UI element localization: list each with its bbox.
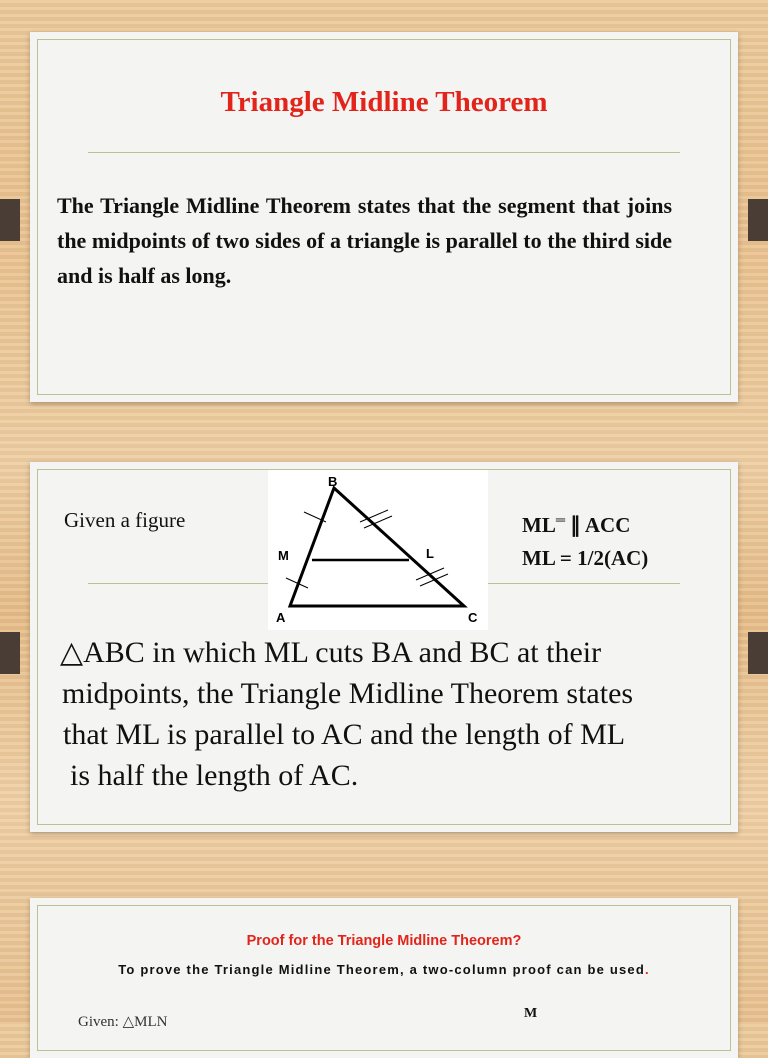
point-l-label: L <box>426 546 434 561</box>
slide-proof <box>30 898 738 1058</box>
description-line-4: is half the length of AC. <box>70 759 359 792</box>
vertex-a-label: A <box>276 610 286 625</box>
figure-description <box>60 632 720 796</box>
relation-right: ∥ ACC <box>570 513 631 537</box>
slide-title: Triangle Midline Theorem <box>220 86 548 118</box>
proof-given: Given: △MLN <box>78 1014 168 1030</box>
point-m-label: M <box>278 548 289 563</box>
proof-subtitle-period: . <box>644 962 650 977</box>
left-tab-1 <box>0 199 20 241</box>
description-line-1: △ABC in which ML cuts BA and BC at their <box>60 636 602 669</box>
vertex-b-label: B <box>328 474 338 489</box>
right-tab-2 <box>748 632 768 674</box>
right-tab-1 <box>748 199 768 241</box>
title-divider <box>88 152 680 153</box>
description-line-3: that ML is parallel to AC and the length of ML <box>63 718 626 751</box>
proof-subtitle <box>0 962 768 977</box>
definition-text: The Triangle Midline Theorem states that the segment that joins the midpoints of two sides of a triangle is parallel to the third side and is half as long. <box>57 193 672 288</box>
given-label: Given a figure <box>64 508 186 532</box>
triangle-figure <box>268 470 488 630</box>
half-length-relation: ML = 1/2(AC) <box>522 546 649 570</box>
relation-mark: ═ <box>555 512 566 527</box>
parallel-relation <box>522 512 630 538</box>
proof-title: Proof for the Triangle Midline Theorem? <box>246 933 522 949</box>
proof-subtitle-text: To prove the Triangle Midline Theorem, a two-column proof can be used <box>118 962 645 977</box>
proof-vertex-label: M <box>524 1006 538 1021</box>
left-tab-2 <box>0 632 20 674</box>
relation-left: ML <box>522 513 556 537</box>
vertex-c-label: C <box>468 610 478 625</box>
description-line-2: midpoints, the Triangle Midline Theorem states <box>62 677 634 710</box>
